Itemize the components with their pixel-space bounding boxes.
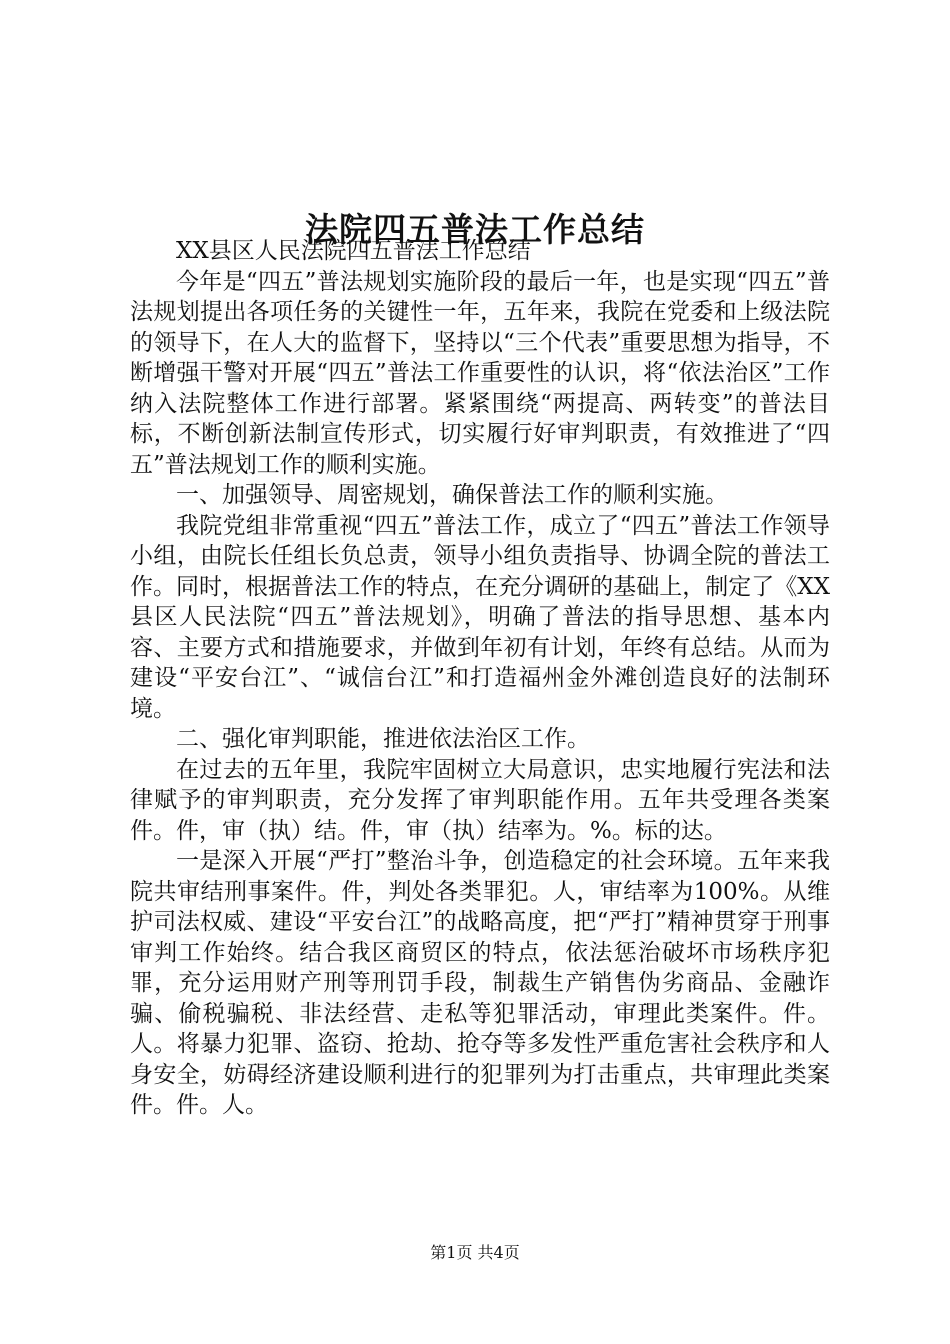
paragraph-section-2: 在过去的五年里，我院牢固树立大局意识，忠实地履行宪法和法律赋予的审判职责，充分发挥了审判职能作用。五年共受理各类案件。件，审（执）结。件，审（执）结率为。%。标的达。 xyxy=(130,756,830,844)
document-body xyxy=(130,236,830,1121)
page-footer: 第1页 共4页 xyxy=(430,1243,520,1262)
paragraph-subtitle: XX县区人民法院四五普法工作总结 xyxy=(176,238,531,264)
section-heading-2: 二、强化审判职能，推进依法治区工作。 xyxy=(176,726,590,752)
document-title: 法院四五普法工作总结 xyxy=(305,210,645,250)
paragraph-section-1: 我院党组非常重视“四五”普法工作，成立了“四五”普法工作领导小组，由院长任组长负总责，领导小组负责指导、协调全院的普法工作。同时，根据普法工作的特点，在充分调研的基础上，制定了《XX县区人民法院“四五”普法规划》，明确了普法的指导思想、基本内容、主要方式和措施要求，并做到年初有计划，年终有总结。从而为建设“平安台江”、“诚信台江”和打造福州金外滩创造良好的法制环境。 xyxy=(130,512,830,722)
section-heading-1: 一、加强领导、周密规划，确保普法工作的顺利实施。 xyxy=(176,482,728,508)
paragraph-intro: 今年是“四五”普法规划实施阶段的最后一年，也是实现“四五”普法规划提出各项任务的关键性一年，五年来，我院在党委和上级法院的领导下，在人大的监督下，坚持以“三个代表”重要思想为指导，不断增强干警对开展“四五”普法工作重要性的认识，将“依法治区”工作纳入法院整体工作进行部署。紧紧围绕“两提高、两转变”的普法目标，不断创新法制宣传形式，切实履行好审判职责，有效推进了“四五”普法规划工作的顺利实施。 xyxy=(130,268,830,478)
paragraph-item-1: 一是深入开展“严打”整治斗争，创造稳定的社会环境。五年来我院共审结刑事案件。件，判处各类罪犯。人，审结率为100%。从维护司法权威、建设“平安台江”的战略高度，把“严打”精神贯穿于刑事审判工作始终。结合我区商贸区的特点，依法惩治破坏市场秩序犯罪，充分运用财产刑等刑罚手段，制裁生产销售伪劣商品、金融诈骗、偷税骗税、非法经营、走私等犯罪活动，审理此类案件。件。人。将暴力犯罪、盗窃、抢劫、抢夺等多发性严重危害社会秩序和人身安全，妨碍经济建设顺利进行的犯罪列为打击重点，共审理此类案件。件。人。 xyxy=(130,848,830,1118)
